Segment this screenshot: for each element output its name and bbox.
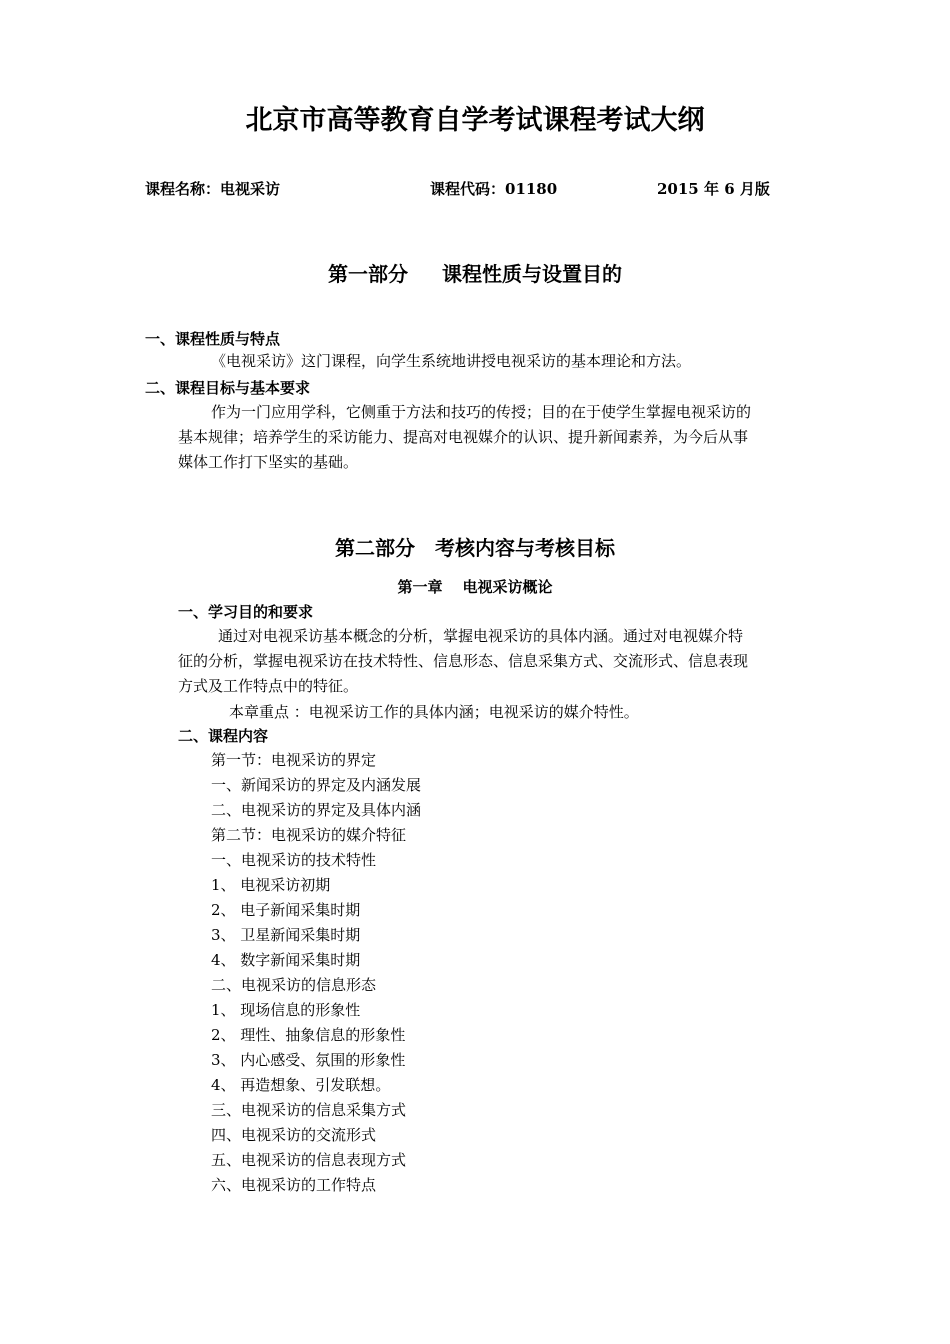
content-list-item: 2、 理性、抽象信息的形象性	[211, 1026, 406, 1044]
chapter1-key-points: 本章重点 ：电视采访工作的具体内涵；电视采访的媒介特性。	[229, 703, 639, 721]
part1-heading	[0, 258, 950, 287]
part1-section2-heading: 二、课程目标与基本要求	[145, 379, 311, 397]
part1-section2-line2: 基本规律；培养学生的采访能力、提高对电视媒介的认识、提升新闻素养，为今后从事	[178, 428, 749, 446]
part2-title: 考核内容与考核目标	[435, 536, 615, 560]
content-list-item: 四、电视采访的交流形式	[211, 1126, 377, 1144]
part1-section2-line3: 媒体工作打下坚实的基础。	[178, 453, 359, 471]
part2-section1-line1: 通过对电视采访基本概念的分析，掌握电视采访的具体内涵。通过对电视媒介特	[218, 627, 744, 645]
part2-section1-line3: 方式及工作特点中的特征。	[178, 677, 359, 695]
chapter1-title: 电视采访概论	[462, 578, 553, 596]
chapter1-label: 第一章	[397, 578, 443, 596]
part1-section1-text: 《电视采访》这门课程，向学生系统地讲授电视采访的基本理论和方法。	[211, 352, 692, 370]
content-list-item: 一、电视采访的技术特性	[211, 851, 377, 869]
content-list-item: 二、电视采访的信息形态	[211, 976, 377, 994]
content-list-item: 第二节：电视采访的媒介特征	[211, 826, 407, 844]
content-list-item: 一、新闻采访的界定及内涵发展	[211, 776, 422, 794]
content-list-item: 六、电视采访的工作特点	[211, 1176, 377, 1194]
document-title: 北京市高等教育自学考试课程考试大纲	[245, 105, 705, 136]
part2-section1-heading: 一、学习目的和要求	[178, 603, 314, 621]
chapter1-heading	[0, 576, 950, 597]
content-list-item: 五、电视采访的信息表现方式	[211, 1151, 407, 1169]
part1-title: 课程性质与设置目的	[442, 262, 622, 286]
part2-section2-heading: 二、课程内容	[178, 727, 269, 745]
content-list-item: 1、 现场信息的形象性	[211, 1001, 361, 1019]
content-list-item: 4、 再造想象、引发联想。	[211, 1076, 391, 1094]
content-list-item: 3、 内心感受、氛围的形象性	[211, 1051, 406, 1069]
part1-section2-line1: 作为一门应用学科，它侧重于方法和技巧的传授；目的在于使学生掌握电视采访的	[211, 403, 752, 421]
content-list-item: 第一节：电视采访的界定	[211, 751, 377, 769]
content-list-item: 二、电视采访的界定及具体内涵	[211, 801, 422, 819]
content-list-item: 3、 卫星新闻采集时期	[211, 926, 361, 944]
part2-label: 第二部分	[335, 536, 415, 560]
course-code: 课程代码：01180	[430, 180, 558, 198]
content-list-item: 三、电视采访的信息采集方式	[211, 1101, 407, 1119]
part2-section1-line2: 征的分析，掌握电视采访在技术特性、信息形态、信息采集方式、交流形式、信息表现	[178, 652, 749, 670]
course-name: 课程名称：电视采访	[145, 180, 281, 198]
part2-heading	[0, 532, 950, 561]
edition-date: 2015 年 6 月版	[657, 180, 770, 198]
part1-section1-heading: 一、课程性质与特点	[145, 330, 281, 348]
part1-label: 第一部分	[328, 262, 408, 286]
content-list-item: 4、 数字新闻采集时期	[211, 951, 361, 969]
content-list-item: 2、 电子新闻采集时期	[211, 901, 361, 919]
content-list-item: 1、 电视采访初期	[211, 876, 331, 894]
